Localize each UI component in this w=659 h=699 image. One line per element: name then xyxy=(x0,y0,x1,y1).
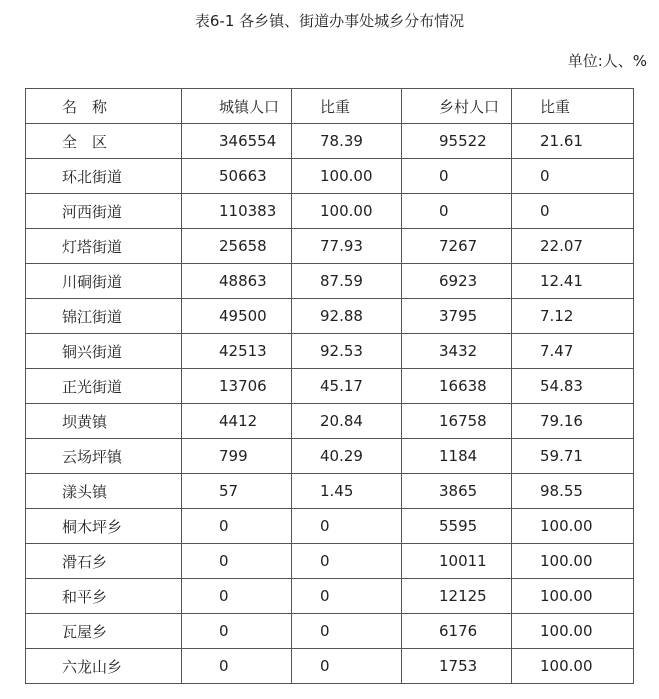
cell-rural-share: 54.83 xyxy=(512,369,634,404)
table-row xyxy=(26,124,634,159)
table-row xyxy=(26,509,634,544)
cell-urban-population: 50663 xyxy=(182,159,292,194)
cell-rural-population: 10011 xyxy=(402,544,512,579)
cell-name: 云场坪镇 xyxy=(26,439,182,474)
cell-rural-population: 0 xyxy=(402,194,512,229)
cell-urban-population: 110383 xyxy=(182,194,292,229)
cell-rural-population: 6923 xyxy=(402,264,512,299)
cell-name: 川硐街道 xyxy=(26,264,182,299)
cell-urban-share: 92.53 xyxy=(292,334,402,369)
cell-urban-population: 42513 xyxy=(182,334,292,369)
cell-urban-share: 78.39 xyxy=(292,124,402,159)
table-row xyxy=(26,474,634,509)
cell-urban-share: 0 xyxy=(292,544,402,579)
table-row xyxy=(26,404,634,439)
cell-urban-share: 100.00 xyxy=(292,194,402,229)
cell-name: 铜兴街道 xyxy=(26,334,182,369)
table-row xyxy=(26,194,634,229)
cell-name: 桐木坪乡 xyxy=(26,509,182,544)
table-row xyxy=(26,439,634,474)
cell-urban-share: 1.45 xyxy=(292,474,402,509)
table-row xyxy=(26,369,634,404)
header-name: 名 称 xyxy=(26,89,182,124)
table-row xyxy=(26,579,634,614)
cell-urban-population: 57 xyxy=(182,474,292,509)
cell-name: 六龙山乡 xyxy=(26,649,182,684)
table-row xyxy=(26,159,634,194)
table-row xyxy=(26,229,634,264)
cell-rural-share: 22.07 xyxy=(512,229,634,264)
cell-rural-population: 7267 xyxy=(402,229,512,264)
cell-name: 坝黄镇 xyxy=(26,404,182,439)
header-row xyxy=(26,89,634,124)
cell-urban-share: 87.59 xyxy=(292,264,402,299)
cell-urban-population: 4412 xyxy=(182,404,292,439)
cell-urban-population: 0 xyxy=(182,544,292,579)
header-rural-share: 比重 xyxy=(512,89,634,124)
cell-urban-population: 0 xyxy=(182,509,292,544)
cell-urban-share: 77.93 xyxy=(292,229,402,264)
cell-urban-population: 346554 xyxy=(182,124,292,159)
cell-name: 河西街道 xyxy=(26,194,182,229)
header-rural-population: 乡村人口 xyxy=(402,89,512,124)
cell-name: 全 区 xyxy=(26,124,182,159)
cell-rural-share: 100.00 xyxy=(512,544,634,579)
cell-urban-population: 13706 xyxy=(182,369,292,404)
cell-rural-share: 7.12 xyxy=(512,299,634,334)
cell-rural-population: 3432 xyxy=(402,334,512,369)
cell-urban-share: 45.17 xyxy=(292,369,402,404)
population-table xyxy=(25,88,634,684)
cell-urban-share: 0 xyxy=(292,509,402,544)
cell-urban-share: 92.88 xyxy=(292,299,402,334)
cell-rural-population: 0 xyxy=(402,159,512,194)
cell-name: 正光街道 xyxy=(26,369,182,404)
cell-rural-population: 1184 xyxy=(402,439,512,474)
cell-rural-population: 95522 xyxy=(402,124,512,159)
table-row xyxy=(26,544,634,579)
cell-rural-population: 3865 xyxy=(402,474,512,509)
cell-name: 瓦屋乡 xyxy=(26,614,182,649)
cell-urban-share: 0 xyxy=(292,649,402,684)
cell-rural-population: 3795 xyxy=(402,299,512,334)
cell-rural-share: 0 xyxy=(512,159,634,194)
cell-rural-share: 100.00 xyxy=(512,509,634,544)
cell-rural-share: 0 xyxy=(512,194,634,229)
cell-urban-population: 49500 xyxy=(182,299,292,334)
cell-name: 漾头镇 xyxy=(26,474,182,509)
cell-rural-share: 7.47 xyxy=(512,334,634,369)
cell-rural-share: 100.00 xyxy=(512,614,634,649)
cell-urban-share: 40.29 xyxy=(292,439,402,474)
unit-label: 单位:人、% xyxy=(567,52,647,70)
cell-rural-population: 6176 xyxy=(402,614,512,649)
cell-urban-population: 0 xyxy=(182,579,292,614)
cell-rural-population: 1753 xyxy=(402,649,512,684)
header-urban-share: 比重 xyxy=(292,89,402,124)
cell-urban-population: 0 xyxy=(182,614,292,649)
cell-urban-share: 0 xyxy=(292,579,402,614)
cell-urban-population: 25658 xyxy=(182,229,292,264)
cell-urban-share: 20.84 xyxy=(292,404,402,439)
table-title: 表6-1 各乡镇、街道办事处城乡分布情况 xyxy=(194,12,465,30)
table-body xyxy=(26,124,634,684)
cell-name: 灯塔街道 xyxy=(26,229,182,264)
cell-urban-population: 0 xyxy=(182,649,292,684)
table-row xyxy=(26,264,634,299)
cell-rural-share: 12.41 xyxy=(512,264,634,299)
cell-rural-population: 16758 xyxy=(402,404,512,439)
cell-urban-share: 0 xyxy=(292,614,402,649)
cell-rural-population: 12125 xyxy=(402,579,512,614)
cell-urban-population: 48863 xyxy=(182,264,292,299)
cell-rural-share: 59.71 xyxy=(512,439,634,474)
cell-rural-share: 100.00 xyxy=(512,649,634,684)
table-row xyxy=(26,614,634,649)
cell-name: 锦江街道 xyxy=(26,299,182,334)
cell-rural-share: 98.55 xyxy=(512,474,634,509)
table-row xyxy=(26,299,634,334)
cell-rural-share: 21.61 xyxy=(512,124,634,159)
header-urban-population: 城镇人口 xyxy=(182,89,292,124)
cell-rural-population: 5595 xyxy=(402,509,512,544)
cell-name: 滑石乡 xyxy=(26,544,182,579)
cell-name: 和平乡 xyxy=(26,579,182,614)
cell-rural-population: 16638 xyxy=(402,369,512,404)
cell-urban-population: 799 xyxy=(182,439,292,474)
table-row xyxy=(26,334,634,369)
cell-rural-share: 79.16 xyxy=(512,404,634,439)
cell-rural-share: 100.00 xyxy=(512,579,634,614)
cell-urban-share: 100.00 xyxy=(292,159,402,194)
table-row xyxy=(26,649,634,684)
cell-name: 环北街道 xyxy=(26,159,182,194)
